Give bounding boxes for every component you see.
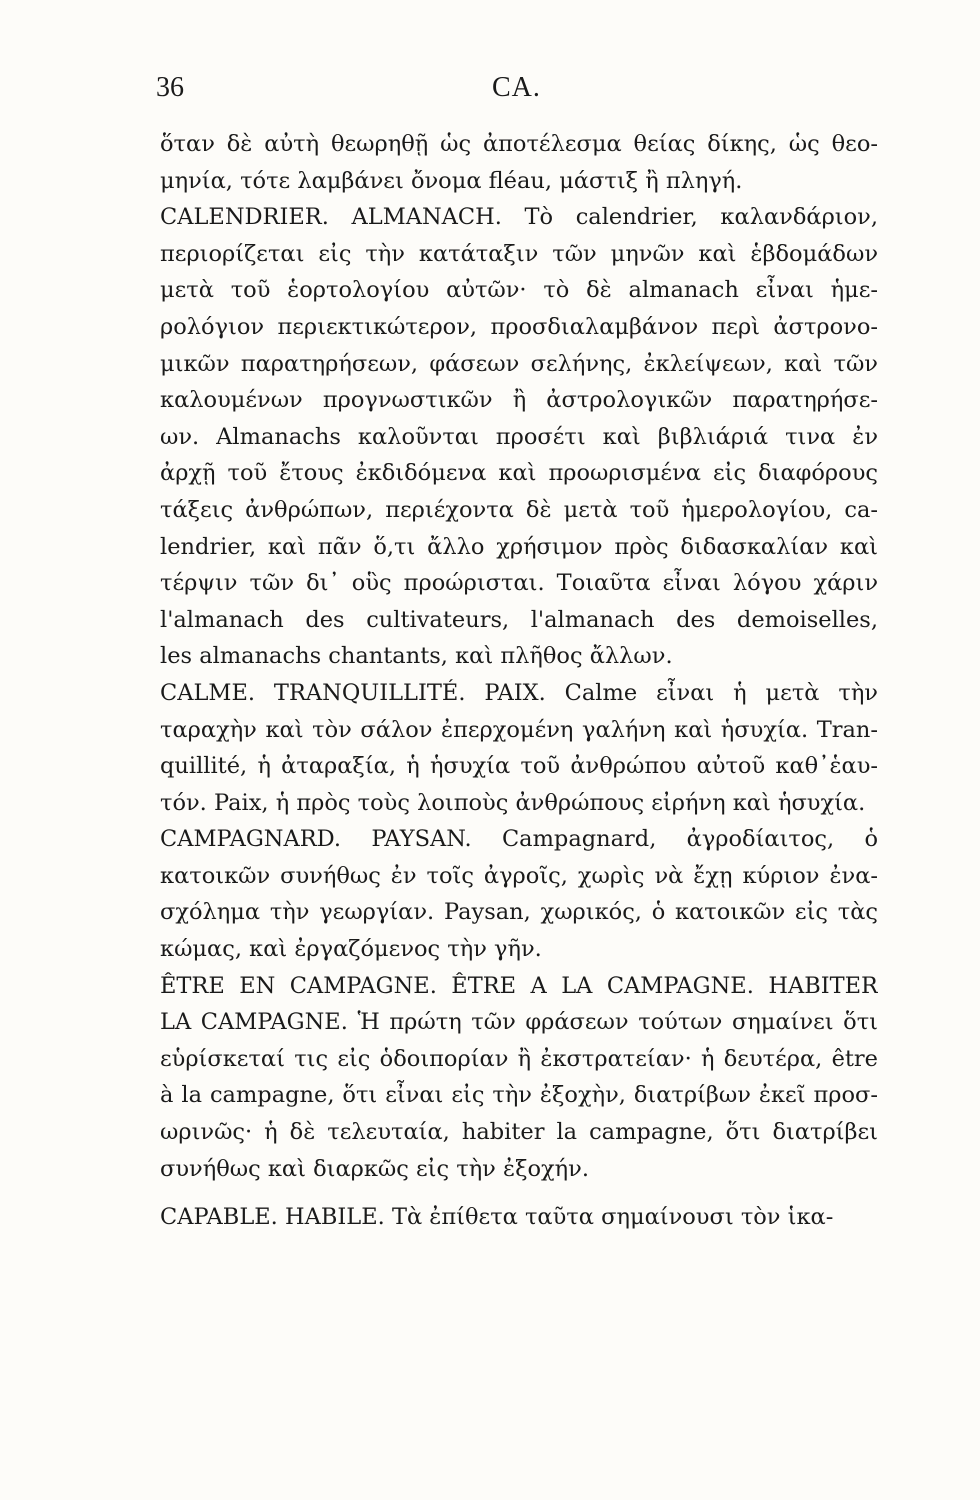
section-gap [160, 1187, 878, 1199]
text-line: κώμας, καὶ ἐργαζόμενος τὴν γῆν. [160, 936, 542, 963]
text-line: ταραχὴν καὶ τὸν σάλον ἐπερχομένη γαλήνη καὶ ἡσυχία. Tran- [160, 716, 878, 743]
text-line: les almanachs chantants, καὶ πλῆθος ἄλλων. [160, 643, 673, 670]
text-line: τάξεις ἀνθρώπων, περιέχοντα δὲ μετὰ τοῦ ἡμερολογίου, ca- [160, 496, 878, 523]
page-header [156, 72, 876, 112]
text-line: συνήθως καὶ διαρκῶς εἰς τὴν ἐξοχήν. [160, 1155, 589, 1182]
text-line: ωρινῶς· ἡ δὲ τελευταία, habiter la campagne, ὅτι διατρίβει [160, 1119, 878, 1146]
text-line: CALME. TRANQUILLITÉ. PAIX. Calme εἶναι ἡ μετὰ τὴν [160, 679, 878, 706]
text-line: τέρψιν τῶν δι᾽ οὓς προώρισται. Τοιαῦτα εἶναι λόγου χάριν [160, 570, 878, 597]
text-line: l'almanach des cultivateurs, l'almanach des demoiselles, [160, 606, 878, 633]
text-line: CALENDRIER. ALMANACH. Τὸ calendrier, καλανδάριον, [160, 204, 878, 231]
text-line: μικῶν παρατηρήσεων, φάσεων σελήνης, ἐκλείψεων, καὶ τῶν [160, 350, 878, 377]
page-body [160, 126, 878, 1236]
page-number: 36 [156, 72, 184, 103]
text-line: μετὰ τοῦ ἑορτολογίου αὐτῶν· τὸ δὲ almanach εἶναι ἡμε- [160, 277, 878, 304]
text-line: σχόλημα τὴν γεωργίαν. Paysan, χωρικός, ὁ κατοικῶν εἰς τὰς [160, 899, 878, 926]
text-line: ÊTRE EN CAMPAGNE. ÊTRE A LA CAMPAGNE. HABITER [160, 972, 878, 999]
text-line: καλουμένων προγνωστικῶν ἢ ἀστρολογικῶν παρατηρήσε- [160, 387, 878, 414]
text-line: μηνία, τότε λαμβάνει ὄνομα fléau, μάστιξ ἢ πληγή. [160, 167, 743, 194]
text-line: ὅταν δὲ αὐτὴ θεωρηθῇ ὡς ἀποτέλεσμα θείας δίκης, ὡς θεο- [160, 131, 878, 157]
text-line: εὑρίσκεταί τις εἰς ὁδοιπορίαν ἢ ἐκστρατείαν· ἡ δευτέρα, être [160, 1045, 878, 1072]
text-line: ων. Almanachs καλοῦνται προσέτι καὶ βιβλιάριά τινα ἐν [160, 423, 878, 450]
text-line: LA CAMPAGNE. Ἡ πρώτη τῶν φράσεων τούτων σημαίνει ὅτι [160, 1009, 878, 1036]
text-line: περιορίζεται εἰς τὴν κατάταξιν τῶν μηνῶν καὶ ἑβδομάδων [160, 240, 878, 267]
text-line: τόν. Paix, ἡ πρὸς τοὺς λοιποὺς ἀνθρώπους εἰρήνη καὶ ἡσυχία. [160, 789, 866, 816]
text-line: ρολόγιον περιεκτικώτερον, προσδιαλαμβάνον περὶ ἀστρονο- [160, 313, 878, 340]
paragraph [160, 126, 878, 199]
text-line: CAMPAGNARD. PAYSAN. Campagnard, ἀγροδίαιτος, ὁ [160, 826, 878, 853]
text-line: κατοικῶν συνήθως ἐν τοῖς ἀγροῖς, χωρὶς νὰ ἔχῃ κύριον ἐνα- [160, 862, 878, 889]
running-head: CA. [492, 72, 541, 103]
paragraph [160, 199, 878, 675]
paragraph [160, 968, 878, 1188]
text-line: à la campagne, ὅτι εἶναι εἰς τὴν ἐξοχὴν, διατρίβων ἐκεῖ προσ- [160, 1082, 878, 1109]
paragraph [160, 1199, 878, 1236]
text-line: CAPABLE. HABILE. Τὰ ἐπίθετα ταῦτα σημαίνουσι τὸν ἱκα- [160, 1204, 834, 1231]
text-line: quillité, ἡ ἀταραξία, ἡ ἡσυχία τοῦ ἀνθρώπου αὐτοῦ καθ᾽ἑαυ- [160, 753, 878, 780]
text-line: lendrier, καὶ πᾶν ὅ,τι ἄλλο χρήσιμον πρὸς διδασκαλίαν καὶ [160, 533, 878, 560]
paragraph [160, 821, 878, 967]
paragraph [160, 675, 878, 821]
text-line: ἀρχῇ τοῦ ἔτους ἐκδιδόμενα καὶ προωρισμένα εἰς διαφόρους [160, 460, 878, 487]
